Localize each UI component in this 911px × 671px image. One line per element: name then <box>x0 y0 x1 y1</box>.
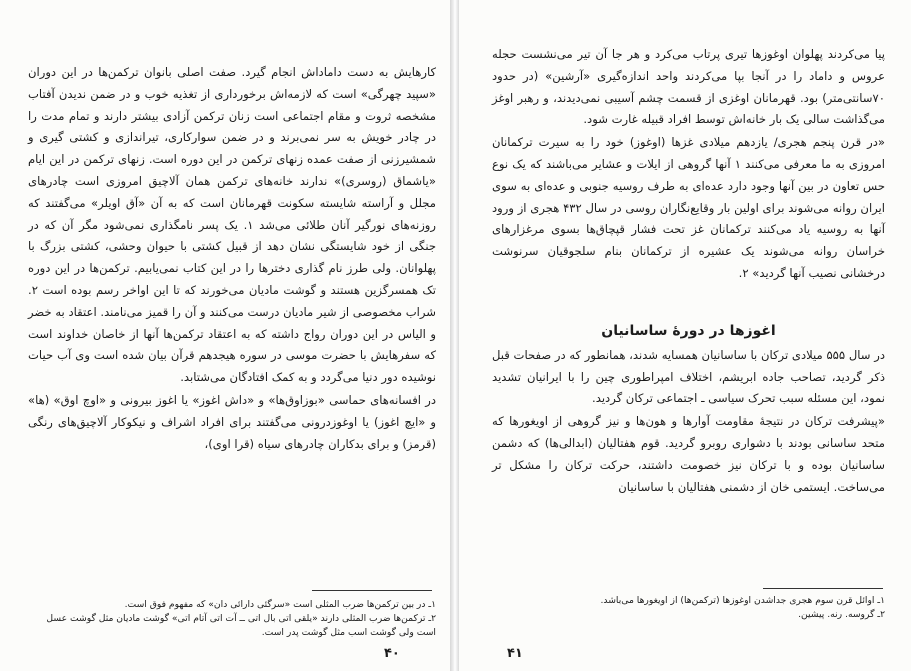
footnote-divider <box>312 590 432 591</box>
section-heading: اغوزها در دورهٔ ساسانیان <box>601 322 776 339</box>
right-page <box>459 0 911 671</box>
book-gutter <box>450 0 459 671</box>
footnote-divider <box>763 588 883 589</box>
right-paragraph-1: پیا می‌کردند پهلوان اوغوزها تیری پرتاب می‌کرد و هر جا آن تیر می‌نشست حجله عروس و داماد را در آنجا بپا می‌کردند واحد اندازه‌گیری «آرشین» (در حدود ۷۰سانتی‌متر) بود. قهرمانان اوغزی از قسمت چشم آسیبی نمی‌دیدند، و رهبر اوغز می‌گذاشت سالی یک بار خانه‌اش توسط افراد قبیله غارت شود. <box>492 47 885 127</box>
left-footnote-1: ۱ـ در بین ترکمن‌ها ضرب المثلی است «سرگئی دارائی دان» که مفهوم فوق است. <box>124 599 436 610</box>
left-page-number: ۴۰ <box>384 646 400 661</box>
left-footnote-2: ۲ـ ترکمن‌ها ضرب المثلی دارند «یلقی اتی بال اتی ــ آت اتی آتام اتی» گوشت مادیان مثل گوشت عسل است ولی گوشت اسب مثل گوشت پدر است. <box>46 613 436 638</box>
left-paragraph-2: در افسانه‌های حماسی «بوزاوق‌ها» و «داش اغوز» یا اغوز بیرونی و «اوچ اوق» (ها» و «ایچ اغوز) یا اوغوزدرونی می‌گفتند برای افراد اشراف و نیکوکار آلاچیق‌های رنگی (قرمز) و برای بدکاران چادرهای سیاه (قرا اوی)، <box>28 392 436 451</box>
right-page-number: ۴۱ <box>507 646 523 661</box>
left-page-body <box>28 62 436 456</box>
right-paragraph-2: «در قرن پنجم هجری/ یازدهم میلادی غزها (اوغوز) خود را به سیرت ترکمانان امروزی به ما معرفی می‌کنند ۱ آنها گروهی از ایلات و عشایر می‌باشند که یک نوع حس تعاون در بین آنها وجود دارد عده‌ای به طرف روسیه جنوبی و عده‌ای به سوی ایران روانه می‌شوند برای اولین بار وقایع‌نگاران روسی در سال ۴۳۲ هجری از ورود آنها به روسیه یاد می‌کنند ترکمانان غز تحت فشار قپچاق‌ها بسوی مرغزارهای خراسان روانه می‌شوند یک عشیره از ترکمانان بنام سلجوقیان سرنوشت درخشانی نصیب آنها گردید» ۲. <box>492 135 886 280</box>
right-footnote-1: ۱ـ اوائل قرن سوم هجری جداشدن اوغوزها (ترکمن‌ها) از اویغورها می‌باشد. <box>600 595 885 606</box>
left-page <box>0 0 450 671</box>
left-footnotes <box>28 598 436 640</box>
left-paragraph-1: کارهایش به دست داماداش انجام گیرد. صفت اصلی بانوان ترکمن‌ها در این دوران «سپید چهرگی» است که لازمه‌اش برخورداری از تغذیه خوب و در ضمن ندیدن آفتاب مشخصه ثروت و مقام اجتماعی است زنان ترکمن آزادی بیشتر دارند و تمام مدت را در چادر خویش به سر نمی‌برند و در ضمن سوارکاری، تیراندازی و کشتی گیری و شمشیرزنی از صفت عمده زنهای ترکمن در این دوره است. زنهای ترکمن در این ایام «یاشماق (روسری)» ندارند خانه‌های ترکمن همان آلاچیق امروزی است چادرهای مجلل و آراسته شایسته سکونت قهرمانان است که به آن «آق اویلر» می‌گفتند که روزنه‌های نورگیر آنان طلائی می‌شد ۱. یک پسر نامگذاری نمی‌شود مگر آن که در جنگی از خود شایستگی نشان دهد از قبیل کشتی با حیوان وحشی، کشتی بزرگ با پهلوانان. ولی طرز نام گذاری دخترها را در این کتاب نمی‌یابیم. ترکمن‌ها در این دوره تک همسرگزین هستند و گوشت مادیان می‌خورند که تا این اواخر رسم بوده است ۲. شراب مخصوصی از شیر مادیان درست می‌کنند و آن را قمیز می‌نامند. اعتقاد به خضر و الیاس در این دوران رواج داشته که به اعتقاد ترکمن‌ها آنها از خاصان خداوند است که سفرهایش با حضرت موسی در سوره هیجدهم قرآن بیان شده است وی آب حیات نوشیده دور دنیا می‌گردد و به کمک افتادگان می‌شتابد. <box>28 65 436 385</box>
right-footnotes <box>492 594 885 622</box>
right-paragraph-4: «پیشرفت ترکان در نتیجهٔ مقاومت آوارها و هون‌ها و نیز گروهی از اویغورها که متحد ساسانی بودند با دشواری روبرو گردید. قوم هفتالیان (ابدالی‌ها) که دشمن ساسانیان بوده و با ترکان نیز خصومت داشتند، حرکت ترکان را مشکل تر می‌ساخت. ایستمی خان از دشمنی هفتالیان با ساسانیان <box>492 414 885 494</box>
right-page-body <box>492 44 885 499</box>
right-footnote-2: ۲ـ گروسه. رنه. پیشین. <box>798 609 885 620</box>
right-paragraph-3: در سال ۵۵۵ میلادی ترکان با ساسانیان همسایه شدند، همانطور که در صفحات قبل ذکر گردید، تصاحب جاده ابریشم، اختلاف امپراطوری چین را با ایرانیان تشدید نمود، این مسئله سبب تحرک سیاسی ـ اجتماعی ترکان گردید. <box>492 347 885 406</box>
